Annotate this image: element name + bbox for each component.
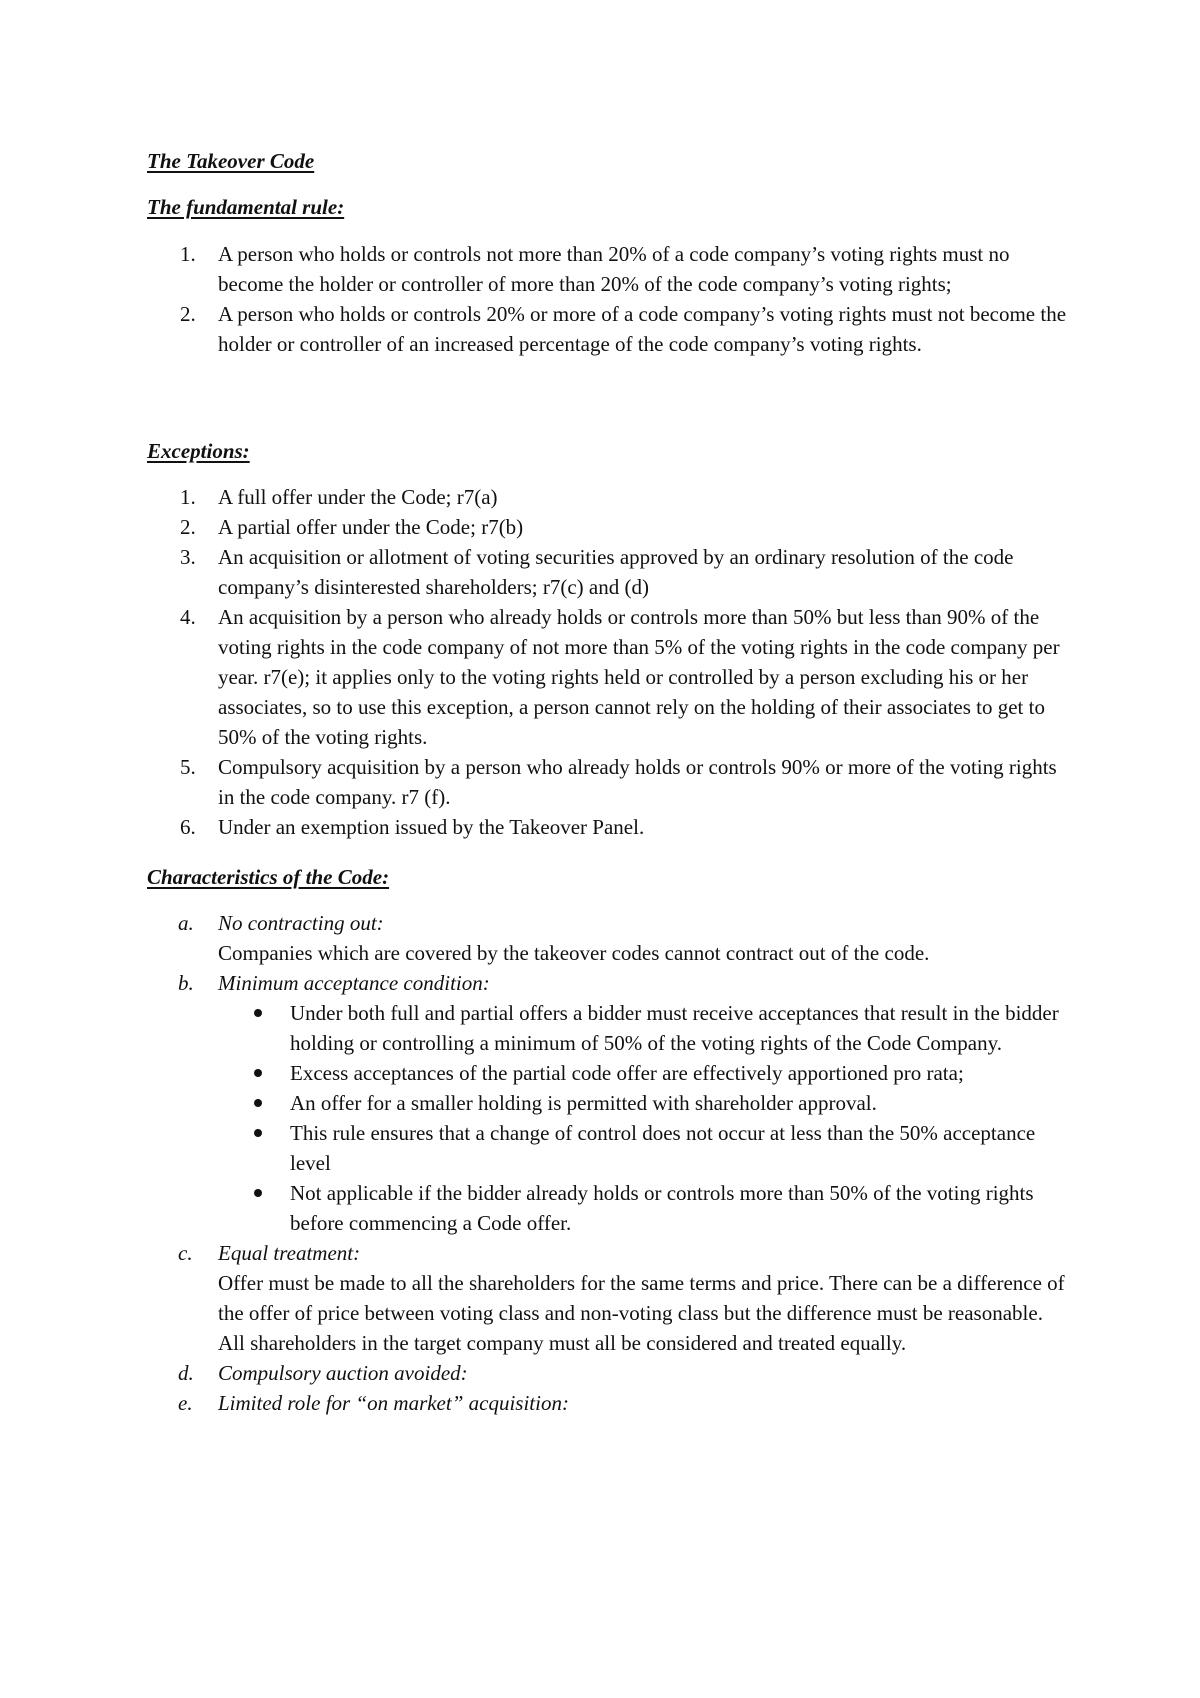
list-letter: e. (178, 1391, 193, 1415)
bullet-text: Under both full and partial offers a bidder must receive acceptances that result in the bidder holding or controlling a minimum of 50% of the voting rights of the Code Company. (290, 1001, 1059, 1055)
list-item-text: A partial offer under the Code; r7(b) (218, 515, 524, 539)
item-body: Companies which are covered by the takeover codes cannot contract out of the code. (218, 941, 930, 965)
list-letter: d. (178, 1361, 194, 1385)
list-item (0, 239, 1200, 299)
bullet-icon (254, 1009, 262, 1017)
bullet-icon (254, 1069, 262, 1077)
exceptions-list (0, 482, 1200, 842)
list-letter: c. (178, 1241, 193, 1265)
list-item (0, 968, 1200, 1238)
list-number: 5. (180, 755, 196, 779)
document-title: The Takeover Code (147, 149, 315, 173)
list-item (0, 812, 1200, 842)
bullet-item (218, 1088, 1200, 1118)
bullet-text: This rule ensures that a change of control does not occur at less than the 50% acceptance level (290, 1121, 1036, 1175)
fundamental-rule-list (0, 239, 1200, 359)
list-number: 3. (180, 545, 196, 569)
bullet-icon (254, 1189, 262, 1197)
list-item (0, 1238, 1200, 1358)
list-item-text: An acquisition or allotment of voting securities approved by an ordinary resolution of the code company’s disinterested shareholders; r7(c) and (d) (218, 545, 1014, 599)
item-title: Compulsory auction avoided: (218, 1361, 468, 1385)
bullet-item (218, 998, 1200, 1058)
list-item (0, 752, 1200, 812)
fundamental-rule-heading: The fundamental rule: (147, 195, 345, 219)
list-item (0, 908, 1200, 968)
list-number: 2. (180, 515, 196, 539)
bullet-text: Not applicable if the bidder already holds or controls more than 50% of the voting rights before commencing a Code offer. (290, 1181, 1034, 1235)
bullet-icon (254, 1099, 262, 1107)
list-item-text: An acquisition by a person who already holds or controls more than 50% but less than 90% of the voting rights in the code company of not more than 5% of the voting rights in the code company per year. r7(e); it applies only to the voting rights held or controlled by a person excluding his or her associates, so to use this exception, a person cannot rely on the holding of their associates to get to 50% of the voting rights. (218, 605, 1060, 749)
bullet-item (218, 1178, 1200, 1238)
list-item (0, 602, 1200, 752)
list-item-text: Under an exemption issued by the Takeover Panel. (218, 815, 645, 839)
list-item (0, 1388, 1200, 1418)
list-item (0, 1358, 1200, 1388)
list-item-text: A person who holds or controls 20% or more of a code company’s voting rights must not become the holder or controller of an increased percentage of the code company’s voting rights. (218, 302, 1067, 356)
characteristics-list (0, 908, 1200, 1418)
list-number: 1. (180, 485, 196, 509)
list-letter: b. (178, 971, 194, 995)
list-number: 2. (180, 302, 196, 326)
item-title: Minimum acceptance condition: (218, 971, 490, 995)
characteristics-heading: Characteristics of the Code: (147, 865, 390, 889)
list-number: 6. (180, 815, 196, 839)
list-item-text: Compulsory acquisition by a person who already holds or controls 90% or more of the voting rights in the code company. r7 (f). (218, 755, 1057, 809)
item-title: No contracting out: (218, 911, 384, 935)
list-item (0, 512, 1200, 542)
item-body: Offer must be made to all the shareholders for the same terms and price. There can be a difference of the offer of price between voting class and non-voting class but the difference must be reasonable. All shareholders in the target company must all be considered and treated equally. (218, 1271, 1065, 1355)
list-item (0, 299, 1200, 359)
exceptions-heading: Exceptions: (147, 439, 250, 463)
bullet-text: Excess acceptances of the partial code offer are effectively apportioned pro rata; (290, 1061, 964, 1085)
bullet-item (218, 1058, 1200, 1088)
item-title: Equal treatment: (218, 1241, 361, 1265)
bullet-text: An offer for a smaller holding is permitted with shareholder approval. (290, 1091, 877, 1115)
bullet-icon (254, 1129, 262, 1137)
list-number: 4. (180, 605, 196, 629)
list-letter: a. (178, 911, 194, 935)
bullet-item (218, 1118, 1200, 1178)
list-item (0, 542, 1200, 602)
bullet-list (218, 998, 1200, 1238)
item-title: Limited role for “on market” acquisition: (218, 1391, 569, 1415)
list-item (0, 482, 1200, 512)
list-item-text: A full offer under the Code; r7(a) (218, 485, 498, 509)
list-item-text: A person who holds or controls not more than 20% of a code company’s voting rights must no become the holder or controller of more than 20% of the code company’s voting rights; (218, 242, 1010, 296)
list-number: 1. (180, 242, 196, 266)
